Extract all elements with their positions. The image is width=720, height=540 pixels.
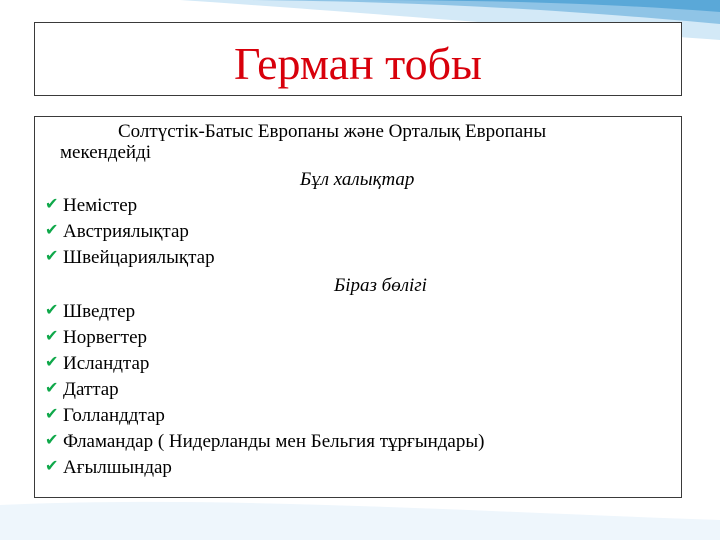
slide-title: Герман тобы (234, 38, 482, 89)
list-item-label: Даттар (63, 379, 119, 400)
content-box (34, 116, 682, 498)
list-item-label: Австриялықтар (63, 221, 189, 242)
list-item-label: Немістер (63, 195, 138, 216)
checkmark-icon: ✔ (45, 326, 59, 345)
list-item-label: Фламандар ( Нидерланды мен Бельгия тұрғындары) (63, 431, 485, 452)
checkmark-icon: ✔ (45, 430, 59, 449)
checkmark-icon: ✔ (45, 456, 59, 475)
heading-these-peoples: Бұл халықтар (300, 169, 415, 190)
list-item-label: Ағылшындар (63, 457, 172, 478)
list-item-label: Голланддтар (63, 405, 165, 426)
checkmark-icon: ✔ (45, 378, 59, 397)
list-item-label: Шведтер (63, 301, 136, 322)
checkmark-icon: ✔ (45, 404, 59, 423)
checkmark-icon: ✔ (45, 194, 59, 213)
checkmark-icon: ✔ (45, 300, 59, 319)
intro-line-2: мекендейді (60, 142, 152, 163)
checkmark-icon: ✔ (45, 246, 59, 265)
list-item-label: Норвегтер (63, 327, 148, 348)
list-item-label: Швейцариялықтар (63, 247, 215, 268)
checkmark-icon: ✔ (45, 352, 59, 371)
list-item-label: Исландтар (63, 353, 150, 374)
intro-line-1: Солтүстік-Батыс Европаны және Орталық Европаны (118, 121, 547, 142)
checkmark-icon: ✔ (45, 220, 59, 239)
heading-some-part: Біраз бөлігі (334, 275, 427, 296)
title-box (34, 22, 682, 96)
